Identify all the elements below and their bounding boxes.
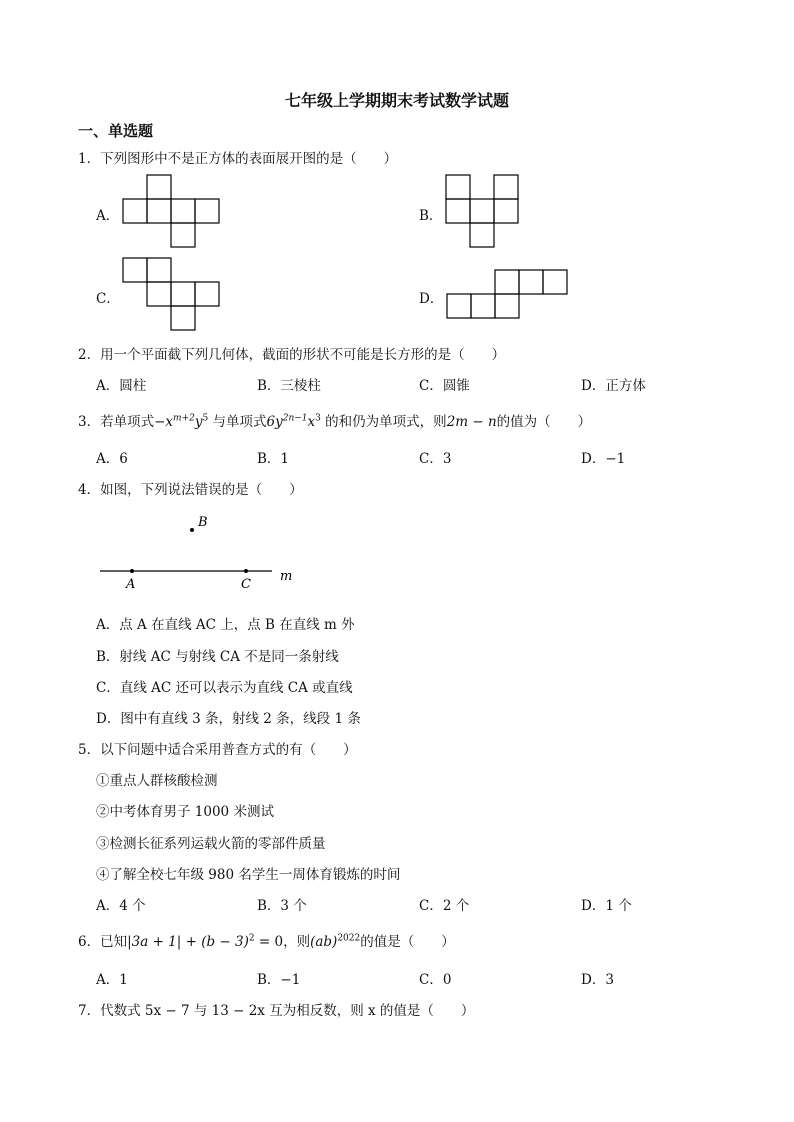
q1-net-d xyxy=(446,269,570,319)
q1-net-b xyxy=(445,174,521,248)
q5-option-c: C．2 个 xyxy=(419,898,470,914)
q3-mid: 与单项式 xyxy=(208,414,267,430)
q2-option-c: C．圆锥 xyxy=(419,378,470,394)
q6-mid: ，则 xyxy=(283,934,311,950)
q6-eq: = 0 xyxy=(254,934,284,950)
q4-option-c: C．直线 AC 还可以表示为直线 CA 或直线 xyxy=(96,680,353,696)
q5-item-4: ④了解全校七年级 980 名学生一周体育锻炼的时间 xyxy=(96,867,401,883)
q5-option-a: A．4 个 xyxy=(96,898,146,914)
q6-expr: |3a + 1| + (b − 3) xyxy=(127,934,249,950)
q2-option-d: D．正方体 xyxy=(581,378,646,394)
q5-option-b: B．3 个 xyxy=(257,898,307,914)
q3-expr: 2m − n xyxy=(446,414,497,430)
q2-option-b: B．三棱柱 xyxy=(257,378,321,394)
q3-exp1: m+2 xyxy=(173,413,195,424)
q3-stem xyxy=(78,410,591,430)
q1-stem: 1．下列图形中不是正方体的表面展开图的是（ ） xyxy=(78,151,398,167)
q3-tail: 的值为（ ） xyxy=(496,414,592,430)
q3-option-a: A．6 xyxy=(96,451,128,467)
q6-expr2: (ab) xyxy=(310,934,338,950)
q5-option-d: D．1 个 xyxy=(581,898,632,914)
q6-option-b: B．−1 xyxy=(257,972,301,988)
point-b-dot xyxy=(190,528,194,532)
q3-pre: 3．若单项式 xyxy=(78,414,155,430)
q3-option-d: D．−1 xyxy=(581,451,626,467)
point-c-label: C xyxy=(241,577,251,592)
q6-option-a: A．1 xyxy=(96,972,128,988)
q3-mono1: −x xyxy=(154,414,174,430)
q4-option-d: D．图中有直线 3 条，射线 2 条，线段 1 条 xyxy=(96,711,361,727)
q4-stem: 4．如图，下列说法错误的是（ ） xyxy=(78,482,303,498)
q6-option-c: C．0 xyxy=(419,972,452,988)
q1-option-c-label: C． xyxy=(96,291,120,307)
q3-option-c: C．3 xyxy=(419,451,452,467)
q3-exp2b: 3 xyxy=(315,413,321,424)
point-a-label: A xyxy=(126,577,136,592)
q6-exp: 2 xyxy=(248,933,255,944)
page-title: 七年级上学期期末考试数学试题 xyxy=(284,91,509,110)
q7-stem: 7．代数式 5x − 7 与 13 − 2x 互为相反数，则 x 的值是（ ） xyxy=(78,1003,475,1019)
line-m-label: m xyxy=(280,569,293,584)
q1-option-b-label: B． xyxy=(419,208,443,224)
q3-mono2: 6y xyxy=(266,414,283,430)
q5-item-3: ③检测长征系列运载火箭的零部件质量 xyxy=(96,836,326,852)
q2-stem: 2．用一个平面截下列几何体，截面的形状不可能是长方形的是（ ） xyxy=(78,347,506,363)
q5-item-2: ②中考体育男子 1000 米测试 xyxy=(96,804,274,820)
point-c-dot xyxy=(244,569,248,573)
point-a-dot xyxy=(130,569,134,573)
q1-net-a xyxy=(122,174,222,248)
q6-exp2: 2022 xyxy=(337,933,361,944)
q5-item-1: ①重点人群核酸检测 xyxy=(96,773,218,789)
section-heading: 一、单选题 xyxy=(78,122,154,140)
q5-stem: 5．以下问题中适合采用普查方式的有（ ） xyxy=(78,742,357,758)
q3-x2: x xyxy=(307,414,316,430)
q1-net-c xyxy=(122,257,222,331)
q4-option-b: B．射线 AC 与射线 CA 不是同一条射线 xyxy=(96,649,339,665)
q3-y1: y xyxy=(194,414,203,430)
q6-tail: 的值是（ ） xyxy=(360,934,455,950)
q6-stem xyxy=(78,930,455,950)
q3-post: 的和仍为单项式，则 xyxy=(320,414,447,430)
q3-option-b: B．1 xyxy=(257,451,290,467)
q1-option-a-label: A． xyxy=(96,208,120,224)
q1-option-d-label: D． xyxy=(419,291,444,307)
q4-diagram xyxy=(96,510,306,594)
point-b-label: B xyxy=(198,515,208,530)
q2-option-a: A．圆柱 xyxy=(96,378,147,394)
q3-exp1b: 5 xyxy=(202,413,209,424)
q6-option-d: D．3 xyxy=(581,972,614,988)
q6-pre: 6．已知 xyxy=(78,934,128,950)
q4-option-a: A．点 A 在直线 AC 上，点 B 在直线 m 外 xyxy=(96,617,355,633)
q3-exp2: 2n−1 xyxy=(282,413,308,424)
